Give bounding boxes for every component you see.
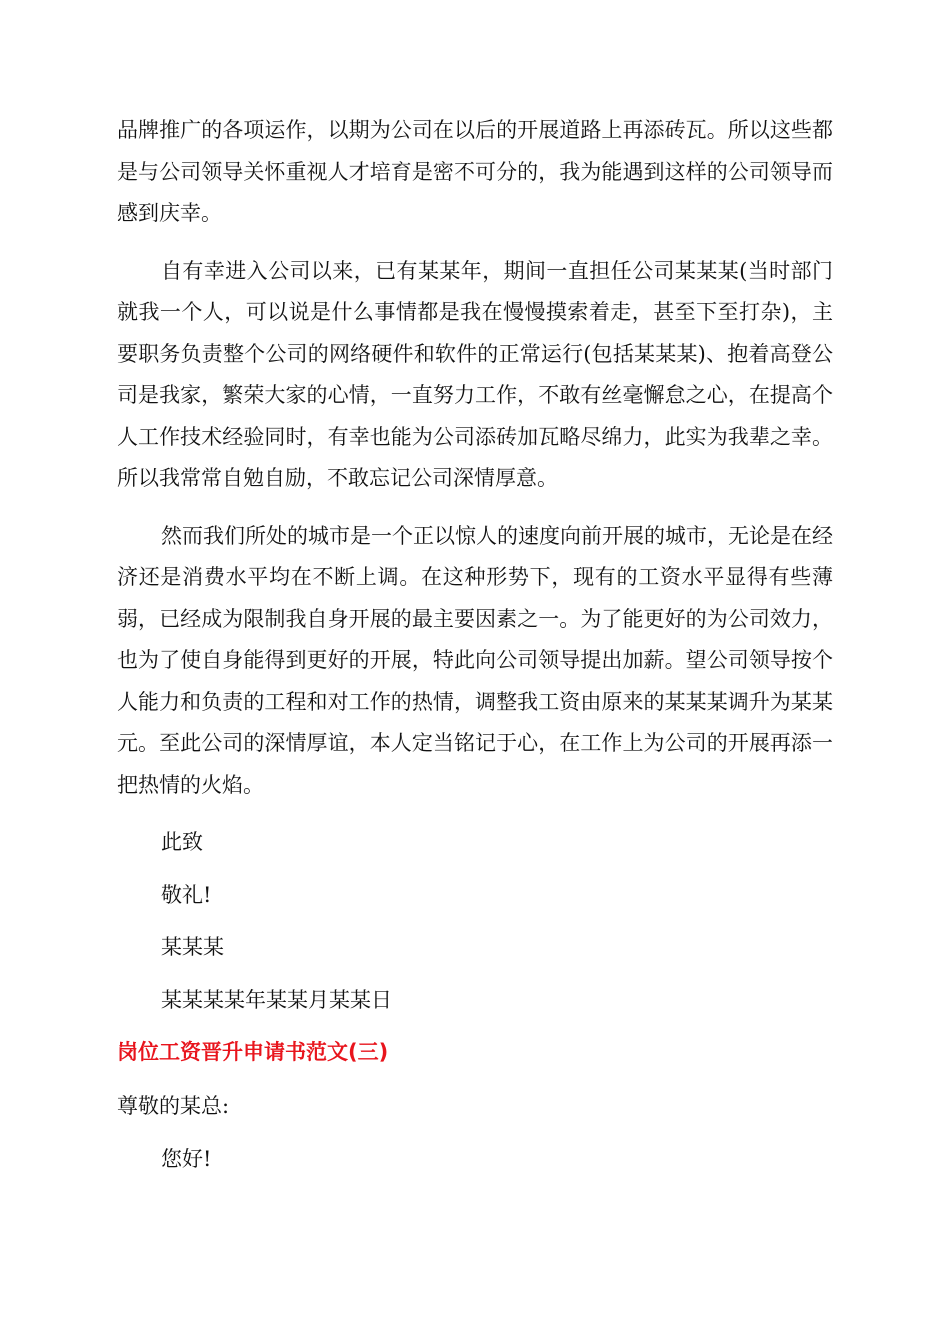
paragraph-raise-request: 然而我们所处的城市是一个正以惊人的速度向前开展的城市，无论是在经济还是消费水平均在不断上调。在这种形势下，现有的工资水平显得有些薄弱，已经成为限制我自身开展的最主要因素之一。为了能更好的为公司效力，也为了使自身能得到更好的开展，特此向公司领导提出加薪。望公司领导按个人能力和负责的工程和对工作的热情，调整我工资由原来的某某某调升为某某元。至此公司的深情厚谊，本人定当铭记于心，在工作上为公司的开展再添一把热情的火焰。 [117, 523, 833, 797]
closing-line: 此致 [161, 830, 203, 854]
section-heading: 岗位工资晋升申请书范文(三) [117, 1040, 389, 1064]
regards-line: 敬礼! [161, 882, 212, 907]
signature-line: 某某某 [161, 935, 224, 959]
date-line: 某某某某年某某月某某日 [161, 987, 392, 1012]
paragraph-continued: 品牌推广的各项运作，以期为公司在以后的开展道路上再添砖瓦。所以这些都是与公司领导关怀重视人才培育是密不可分的，我为能遇到这样的公司领导而感到庆幸。 [117, 118, 833, 225]
paragraph-tenure: 自有幸进入公司以来，已有某某年，期间一直担任公司某某某(当时部门就我一个人，可以说是什么事情都是我在慢慢摸索着走，甚至下至打杂)，主要职务负责整个公司的网络硬件和软件的正常运行(包括某某某)、抱着高登公司是我家，繁荣大家的心情，一直努力工作，不敢有丝毫懈怠之心，在提高个人工作技术经验同时，有幸也能为公司添砖加瓦略尽绵力，此实为我辈之幸。所以我常常自勉自励，不敢忘记公司深情厚意。 [117, 258, 833, 490]
salutation-line: 尊敬的某总: [117, 1093, 230, 1118]
document-page [117, 110, 833, 1192]
greeting-line: 您好! [161, 1147, 212, 1171]
